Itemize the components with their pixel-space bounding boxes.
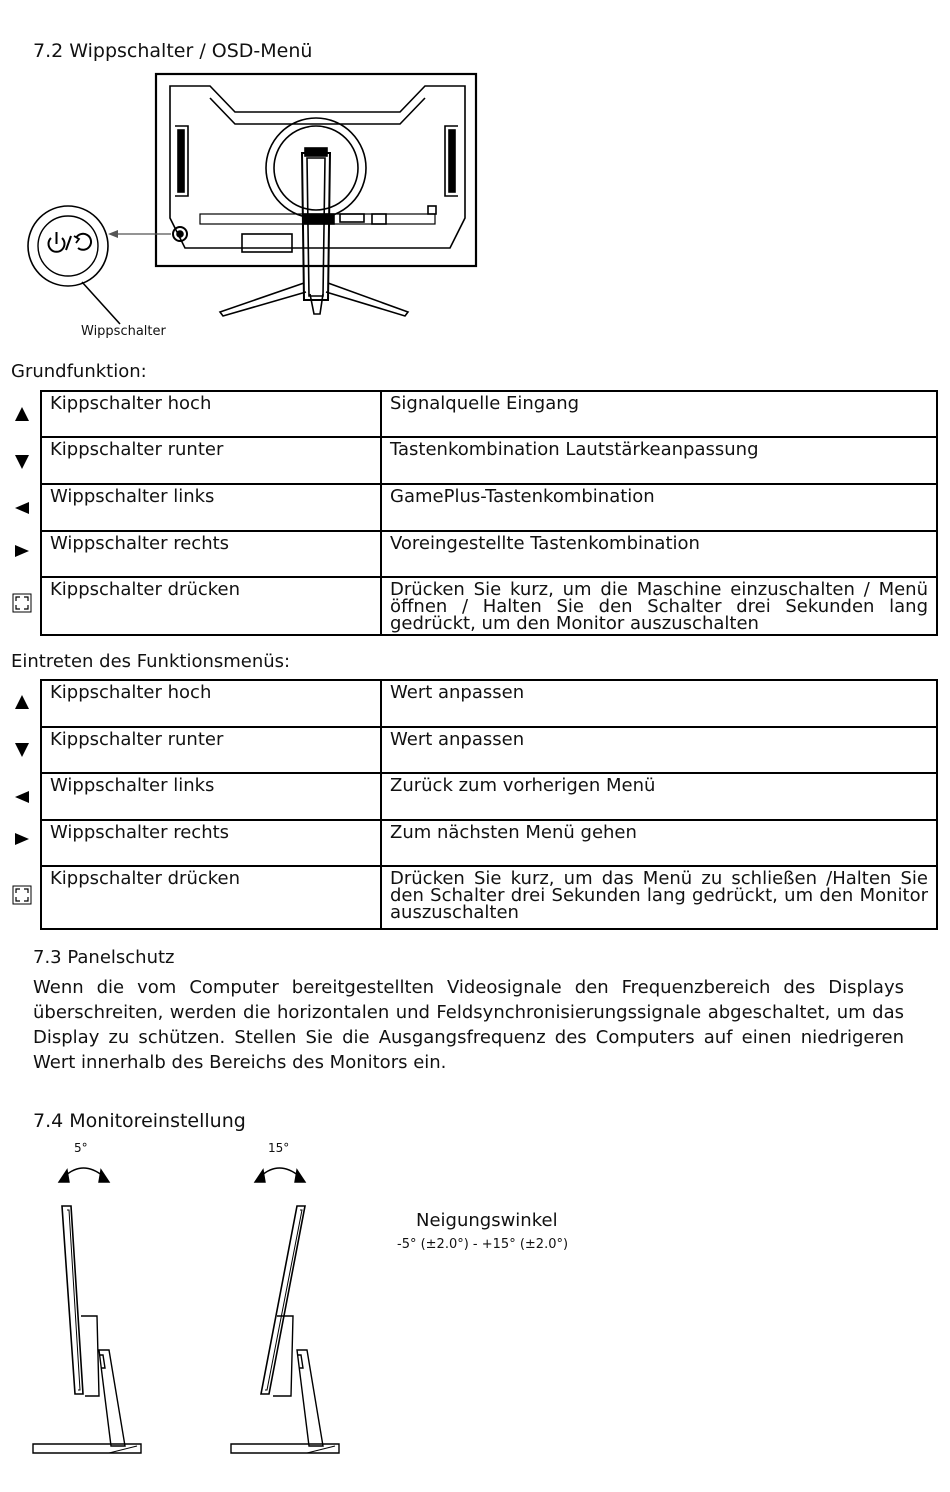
left-triangle-icon [11,786,33,808]
table-row [41,437,937,484]
function-cell: Drücken Sie kurz, um die Maschine einzuschalten / Menü öffnen / Halten Sie den Schalter drei Sekunden lang gedrückt, um den Monitor auszuschalten [381,577,937,635]
control-cell: Wippschalter links [41,484,381,531]
right-triangle-icon [11,828,33,850]
tilt-forward-angle-label: 15° [268,1141,290,1155]
function-cell: GamePlus-Tastenkombination [381,484,937,531]
table-row [41,680,937,727]
down-triangle-icon [11,450,33,472]
control-cell: Kippschalter runter [41,727,381,773]
panel-protection-text: Wenn die vom Computer bereitgestellten Videosignale den Frequenzbereich des Displays überschreiten, werden die horizontalen und Feldsynchronisierungssignale abgeschaltet, um das Display zu schützen. Stellen Sie die Ausgangsfrequenz des Computers auf einen niedrigeren Wert innerhalb des Bereichs des Monitors ein. [33,977,904,1073]
function-cell: Signalquelle Eingang [381,391,937,437]
function-cell: Wert anpassen [381,727,937,773]
control-cell: Kippschalter hoch [41,680,381,727]
monitor-tilt-illustration [25,1150,355,1462]
table-row [41,866,937,929]
basic-function-heading: Grundfunktion: [11,361,147,382]
control-cell: Kippschalter drücken [41,577,381,635]
control-cell: Kippschalter runter [41,437,381,484]
basic-function-table [40,390,938,636]
control-cell: Wippschalter links [41,773,381,820]
section-7-3-heading: 7.3 Panelschutz [33,947,175,968]
function-menu-heading: Eintreten des Funktionsmenüs: [11,651,291,672]
function-cell: Voreingestellte Tastenkombination [381,531,937,577]
function-cell: Zum nächsten Menü gehen [381,820,937,866]
tilt-back-angle-label: 5° [74,1141,88,1155]
function-menu-table [40,679,938,930]
tilt-angle-title: Neigungswinkel [416,1210,558,1231]
up-triangle-icon [11,402,33,424]
table-row [41,577,937,635]
table-row [41,484,937,531]
section-7-2-heading: 7.2 Wippschalter / OSD-Menü [33,40,313,62]
function-cell: Zurück zum vorherigen Menü [381,773,937,820]
section-7-4-heading: 7.4 Monitoreinstellung [33,1110,246,1132]
control-cell: Wippschalter rechts [41,820,381,866]
down-triangle-icon [11,738,33,760]
table-row [41,727,937,773]
table-row [41,391,937,437]
control-cell: Kippschalter hoch [41,391,381,437]
function-cell: Wert anpassen [381,680,937,727]
tilt-angle-range: -5° (±2.0°) - +15° (±2.0°) [397,1237,569,1252]
monitor-rear-illustration [10,68,490,358]
function-cell: Drücken Sie kurz, um das Menü zu schließen /Halten Sie den Schalter drei Sekunden lang gedrückt, um den Monitor auszuschalten [381,866,937,929]
right-triangle-icon [11,540,33,562]
press-icon [11,884,33,906]
table-row [41,820,937,866]
control-cell: Kippschalter drücken [41,866,381,929]
press-icon [11,592,33,614]
table-row [41,531,937,577]
control-cell: Wippschalter rechts [41,531,381,577]
left-triangle-icon [11,497,33,519]
table-row [41,773,937,820]
function-cell: Tastenkombination Lautstärkeanpassung [381,437,937,484]
up-triangle-icon [11,690,33,712]
rocker-switch-label: Wippschalter [81,324,166,339]
